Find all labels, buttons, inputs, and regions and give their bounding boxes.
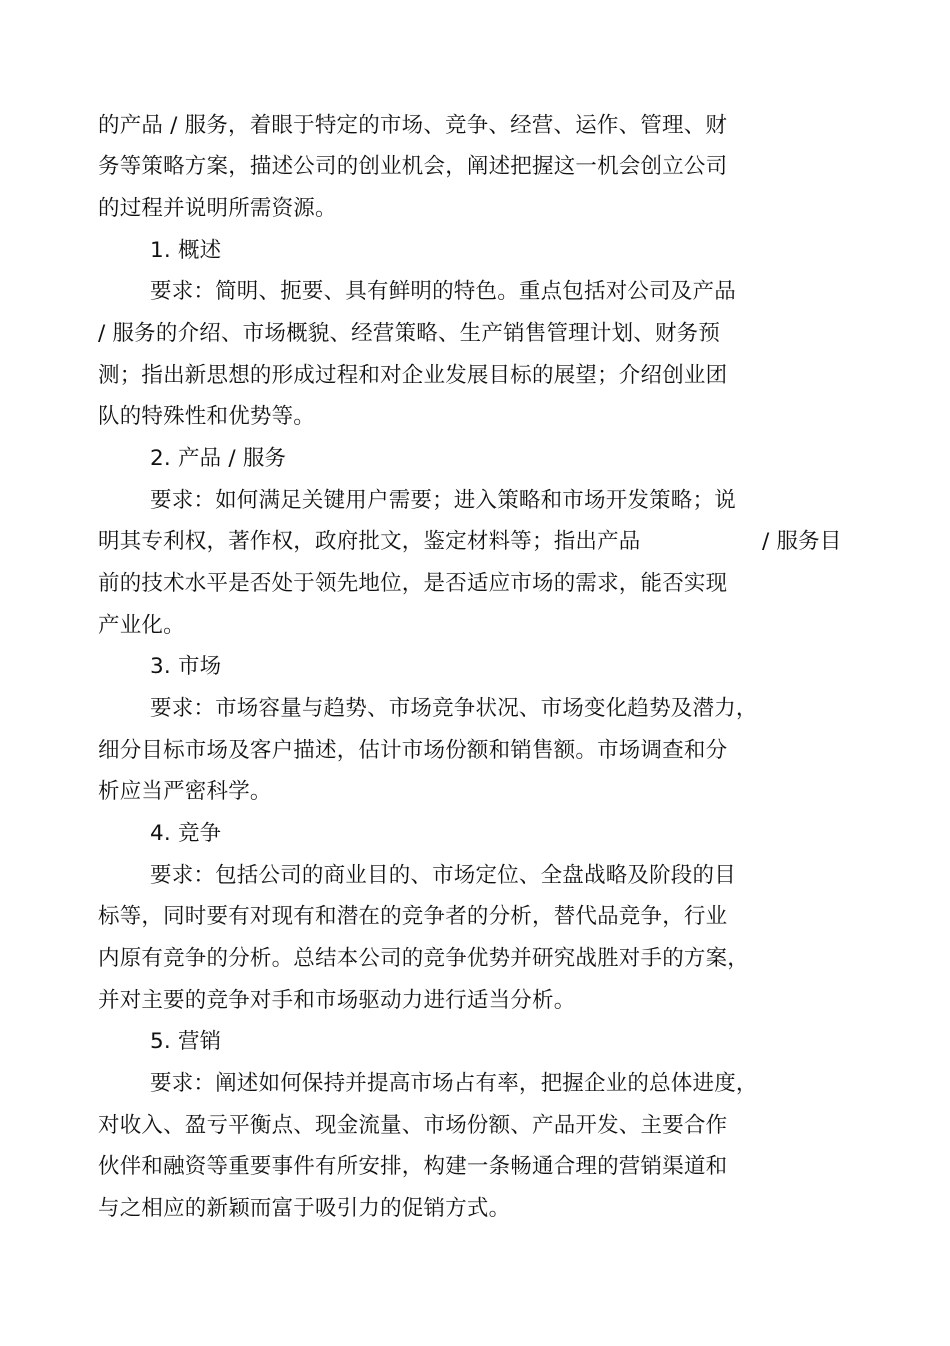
section-5-line-3: 伙伴和融资等重要事件有所安排，构建一条畅通合理的营销渠道和 xyxy=(98,1154,728,1179)
section-5-line-1: 要求：阐述如何保持并提高市场占有率，把握企业的总体进度， xyxy=(150,1071,758,1096)
intro-line-3: 的过程并说明所需资源。 xyxy=(98,196,337,221)
section-4-line-3: 内原有竞争的分析。总结本公司的竞争优势并研究战胜对手的方案， xyxy=(98,946,750,971)
section-5-line-2: 对收入、盈亏平衡点、现金流量、市场份额、产品开发、主要合作 xyxy=(98,1113,728,1138)
intro-line-2: 务等策略方案，描述公司的创业机会，阐述把握这一机会创立公司 xyxy=(98,154,728,179)
section-1-line-4: 队的特殊性和优势等。 xyxy=(98,404,316,429)
section-3-heading: 3. 市场 xyxy=(150,654,222,679)
section-2-line-4: 产业化。 xyxy=(98,613,185,638)
section-2-line-3: 前的技术水平是否处于领先地位，是否适应市场的需求，能否实现 xyxy=(98,571,728,596)
section-1-line-2: / 服务的介绍、市场概貌、经营策略、生产销售管理计划、财务预 xyxy=(98,321,721,346)
section-2-line-2: 明其专利权，著作权，政府批文，鉴定材料等；指出产品 xyxy=(98,529,641,554)
section-3-line-1: 要求：市场容量与趋势、市场竞争状况、市场变化趋势及潜力， xyxy=(150,696,758,721)
section-5-line-4: 与之相应的新颖而富于吸引力的促销方式。 xyxy=(98,1196,511,1221)
section-4-line-1: 要求：包括公司的商业目的、市场定位、全盘战略及阶段的目 xyxy=(150,863,736,888)
section-4-line-4: 并对主要的竞争对手和市场驱动力进行适当分析。 xyxy=(98,988,576,1013)
section-1-line-3: 测；指出新思想的形成过程和对企业发展目标的展望；介绍创业团 xyxy=(98,363,728,388)
section-4-heading: 4. 竞争 xyxy=(150,821,222,846)
section-3-line-3: 析应当严密科学。 xyxy=(98,779,272,804)
section-5-heading: 5. 营销 xyxy=(150,1029,222,1054)
section-2-line-1: 要求：如何满足关键用户需要；进入策略和市场开发策略；说 xyxy=(150,488,736,513)
intro-line-1: 的产品 / 服务，着眼于特定的市场、竞争、经营、运作、管理、财 xyxy=(98,113,728,138)
section-4-line-2: 标等，同时要有对现有和潜在的竞争者的分析，替代品竞争，行业 xyxy=(98,904,728,929)
section-1-line-1: 要求：简明、扼要、具有鲜明的特色。重点包括对公司及产品 xyxy=(150,279,736,304)
section-2-line-2-tail: / 服务目 xyxy=(762,529,842,554)
section-2-heading: 2. 产品 / 服务 xyxy=(150,446,287,471)
section-3-line-2: 细分目标市场及客户描述，估计市场份额和销售额。市场调查和分 xyxy=(98,738,728,763)
section-1-heading: 1. 概述 xyxy=(150,238,222,263)
